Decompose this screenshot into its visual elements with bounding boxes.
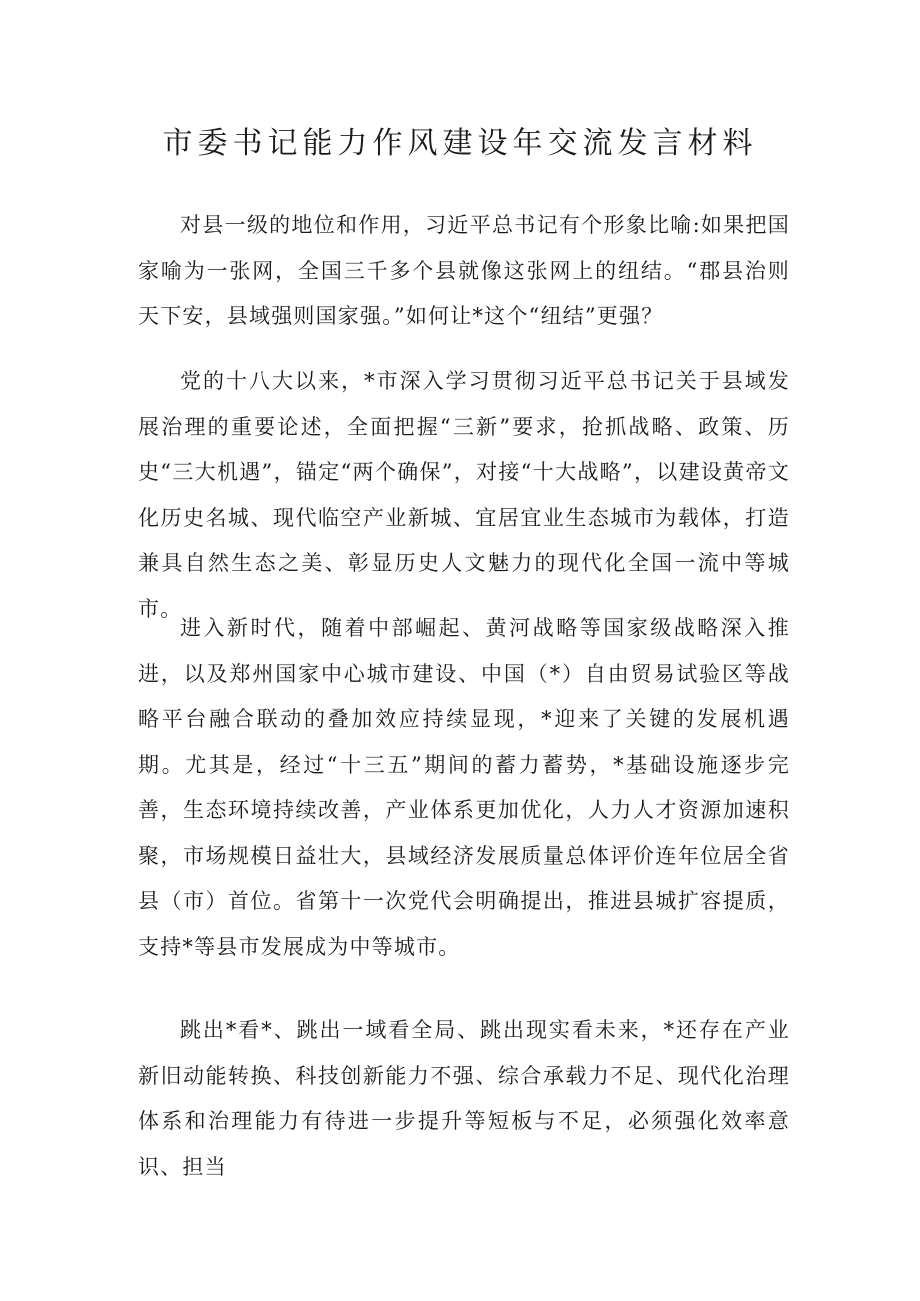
- paragraph-4: 跳出*看*、跳出一域看全局、跳出现实看未来，*还存在产业新旧动能转换、科技创新能力不强、综合承载力不足、现代化治理体系和治理能力有待进一步提升等短板与不足，必须强化效率意识、担当: [138, 1018, 790, 1179]
- paragraph-2: 党的十八大以来，*市深入学习贯彻习近平总书记关于县域发展治理的重要论述，全面把握“三新”要求，抢抓战略、政策、历史“三大机遇”，锚定“两个确保”，对接“十大战略”，以建设黄帝文化历史名城、现代临空产业新城、宜居宜业生态城市为载体，打造兼具自然生态之美、彰显历史人文魅力的现代化全国一流中等城市。: [138, 369, 790, 621]
- paragraph-1: 对县一级的地位和作用，习近平总书记有个形象比喻:如果把国家喻为一张网，全国三千多个县就像这张网上的纽结。“郡县治则天下安，县域强则国家强。”如何让*这个“纽结”更强？: [138, 213, 790, 328]
- document-title: 市委书记能力作风建设年交流发言材料: [162, 126, 758, 161]
- paragraph-3: 进入新时代，随着中部崛起、黄河战略等国家级战略深入推进，以及郑州国家中心城市建设、中国（*）自由贸易试验区等战略平台融合联动的叠加效应持续显现，*迎来了关键的发展机遇期。尤其是，经过“十三五”期间的蓄力蓄势，*基础设施逐步完善，生态环境持续改善，产业体系更加优化，人力人才资源加速积聚，市场规模日益壮大，县域经济发展质量总体评价连年位居全省县（市）首位。省第十一次党代会明确提出，推进县城扩容提质，支持*等县市发展成为中等城市。: [138, 616, 790, 959]
